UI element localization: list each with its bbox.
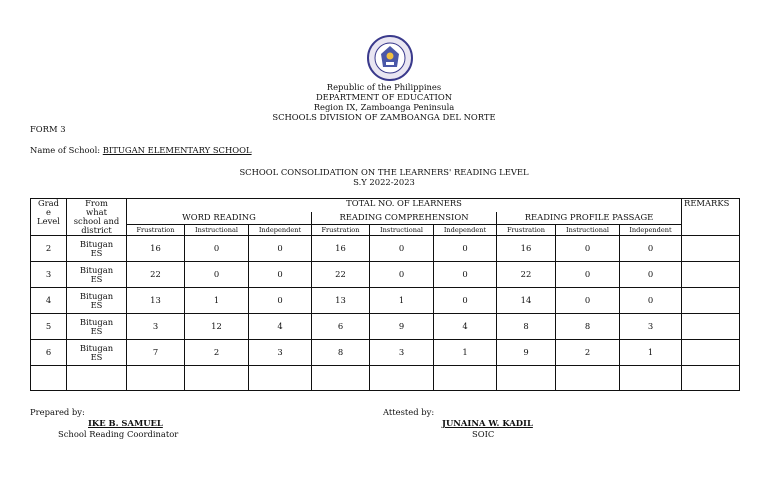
school-name-line: [30, 145, 252, 155]
remarks-cell: [682, 288, 740, 314]
sub-header: Instructional: [185, 224, 249, 235]
value-cell: 0: [185, 262, 249, 288]
empty-row: [31, 366, 740, 391]
grade-cell: 2: [31, 236, 67, 262]
remarks-cell: [682, 340, 740, 366]
header-division: SCHOOLS DIVISION OF ZAMBOANGA DEL NORTE: [272, 112, 496, 122]
header-republic: Republic of the Philippines: [326, 82, 442, 92]
value-cell: 0: [556, 236, 620, 262]
table-row: [31, 314, 740, 340]
reading-profile-header: READING PROFILE PASSAGE: [497, 212, 682, 224]
value-cell: 0: [620, 288, 682, 314]
school-cell: Bitugan ES: [67, 314, 127, 340]
value-cell: 2: [556, 340, 620, 366]
value-cell: 16: [497, 236, 556, 262]
value-cell: 3: [620, 314, 682, 340]
grade-cell: 4: [31, 288, 67, 314]
remarks-cell: [682, 236, 740, 262]
value-cell: 0: [249, 288, 312, 314]
value-cell: 22: [497, 262, 556, 288]
table-row: [31, 288, 740, 314]
deped-seal-logo: [362, 34, 418, 82]
sub-header: Instructional: [556, 224, 620, 235]
value-cell: 3: [249, 340, 312, 366]
grade-cell: 5: [31, 314, 67, 340]
table-row: [31, 340, 740, 366]
total-learners-header: TOTAL NO. OF LEARNERS: [127, 199, 682, 212]
value-cell: 3: [127, 314, 185, 340]
prepared-by-label: Prepared by:: [30, 407, 85, 417]
value-cell: 0: [556, 262, 620, 288]
sub-header: Frustration: [312, 224, 370, 235]
value-cell: 0: [434, 288, 497, 314]
sub-header: Frustration: [497, 224, 556, 235]
value-cell: 4: [249, 314, 312, 340]
sub-header: Independent: [249, 224, 312, 235]
school-cell: Bitugan ES: [67, 340, 127, 366]
sub-header: Independent: [434, 224, 497, 235]
attested-by-name: JUNAINA W. KADIL: [442, 418, 533, 428]
school-name-label: Name of School:: [30, 145, 101, 155]
sub-header: Independent: [620, 224, 682, 235]
value-cell: 1: [185, 288, 249, 314]
value-cell: 0: [370, 236, 434, 262]
header-region: Region IX, Zamboanga Peninsula: [313, 102, 455, 112]
value-cell: 1: [434, 340, 497, 366]
reading-comprehension-header: READING COMPREHENSION: [312, 212, 497, 224]
value-cell: 0: [185, 236, 249, 262]
word-reading-header: WORD READING: [127, 212, 312, 224]
from-school-header: From what school and district: [67, 199, 127, 236]
value-cell: 16: [127, 236, 185, 262]
value-cell: 0: [620, 236, 682, 262]
school-year: S.Y 2022-2023: [353, 177, 415, 187]
sub-header: Instructional: [370, 224, 434, 235]
form-label: FORM 3: [30, 124, 66, 134]
value-cell: 9: [497, 340, 556, 366]
prepared-by-name: IKE B. SAMUEL: [88, 418, 163, 428]
value-cell: 0: [249, 236, 312, 262]
value-cell: 8: [497, 314, 556, 340]
value-cell: 1: [370, 288, 434, 314]
value-cell: 2: [185, 340, 249, 366]
value-cell: 7: [127, 340, 185, 366]
value-cell: 0: [434, 262, 497, 288]
value-cell: 16: [312, 236, 370, 262]
value-cell: 12: [185, 314, 249, 340]
grade-cell: 6: [31, 340, 67, 366]
remarks-cell: [682, 262, 740, 288]
value-cell: 1: [620, 340, 682, 366]
value-cell: 13: [127, 288, 185, 314]
remarks-header: REMARKS: [682, 199, 740, 236]
value-cell: 0: [434, 236, 497, 262]
value-cell: 0: [249, 262, 312, 288]
value-cell: 22: [127, 262, 185, 288]
value-cell: 14: [497, 288, 556, 314]
attested-by-label: Attested by:: [383, 407, 435, 417]
school-name-value: BITUGAN ELEMENTARY SCHOOL: [102, 145, 252, 155]
remarks-cell: [682, 314, 740, 340]
value-cell: 9: [370, 314, 434, 340]
value-cell: 0: [620, 262, 682, 288]
value-cell: 4: [434, 314, 497, 340]
prepared-by-role: School Reading Coordinator: [58, 429, 179, 439]
value-cell: 3: [370, 340, 434, 366]
attested-by-role: SOIC: [472, 429, 495, 439]
sub-header-row: [31, 224, 740, 235]
value-cell: 13: [312, 288, 370, 314]
header-department: DEPARTMENT OF EDUCATION: [315, 92, 453, 102]
sub-header: Frustration: [127, 224, 185, 235]
value-cell: 22: [312, 262, 370, 288]
value-cell: 6: [312, 314, 370, 340]
value-cell: 8: [312, 340, 370, 366]
reading-level-table: [30, 198, 740, 391]
table-row: [31, 262, 740, 288]
table-row: [31, 236, 740, 262]
value-cell: 0: [370, 262, 434, 288]
grade-cell: 3: [31, 262, 67, 288]
document-title: SCHOOL CONSOLIDATION ON THE LEARNERS' READING LEVEL: [239, 167, 529, 177]
value-cell: 8: [556, 314, 620, 340]
school-cell: Bitugan ES: [67, 288, 127, 314]
school-cell: Bitugan ES: [67, 262, 127, 288]
grade-level-header: Grad e Level: [31, 199, 67, 236]
school-cell: Bitugan ES: [67, 236, 127, 262]
value-cell: 0: [556, 288, 620, 314]
